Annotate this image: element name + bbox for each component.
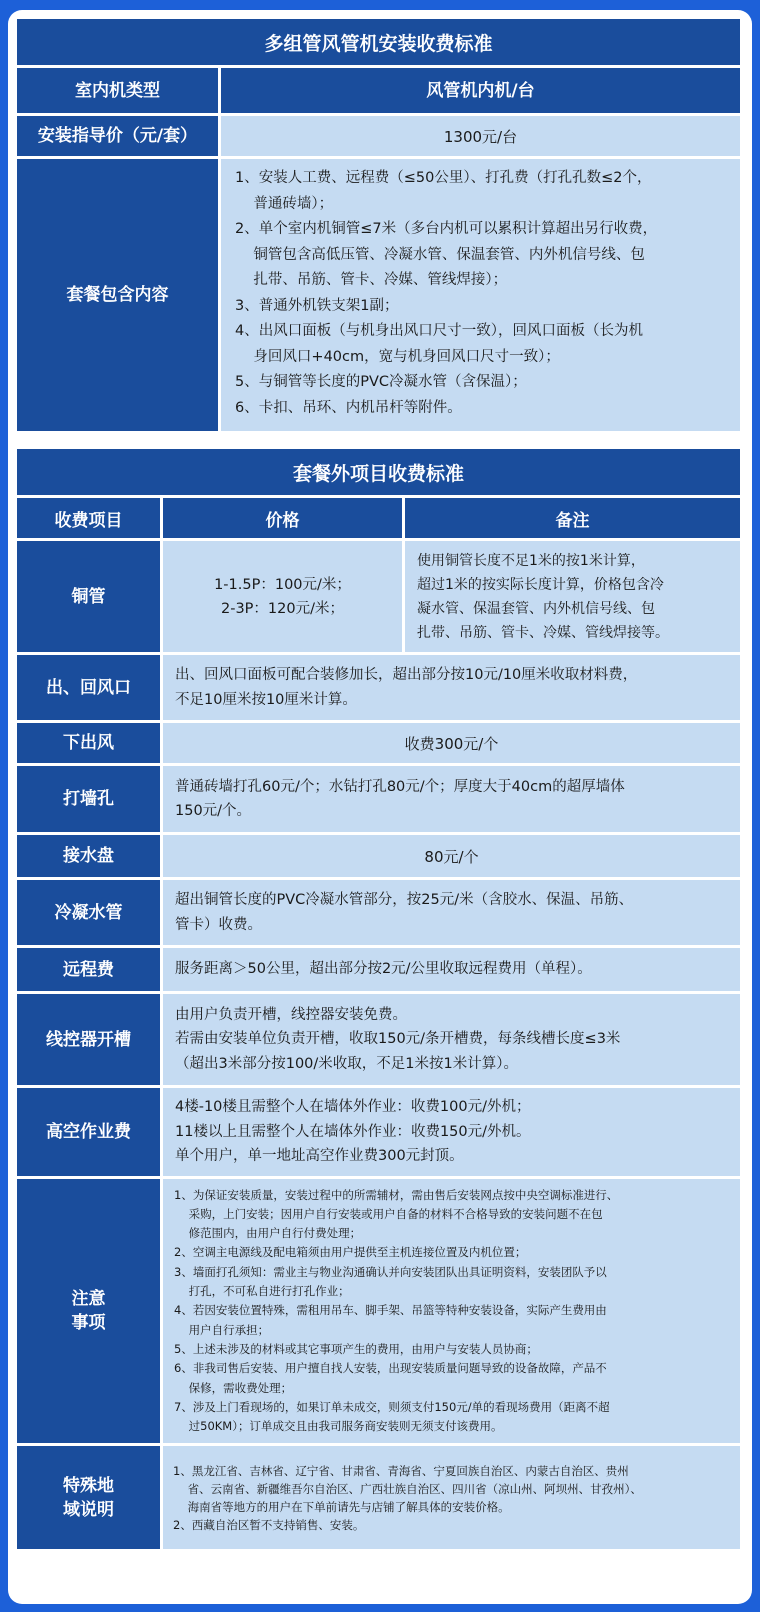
package-line: 2、单个室内机铜管≤7米（多台内机可以累积计算超出另行收费， (235, 221, 658, 237)
notes-line: 1、为保证安装质量，安装过程中的所需辅材，需由售后安装网点按中央空调标准进行、 (174, 1187, 619, 1202)
package-line: 6、卡扣、吊环、内机吊杆等附件。 (235, 399, 462, 416)
notes-line: 6、非我司售后安装、用户擅自找人安装，出现安装质量问题导致的设备故障，产品不 (174, 1361, 607, 1376)
package-label: 套餐包含内容 (17, 159, 218, 431)
extra-fees-table (17, 449, 740, 1598)
remote-fee-label: 远程费 (17, 948, 160, 991)
controller-line: 由用户负责开槽，线控器安装免费。 (175, 1006, 407, 1023)
condensate-line: 超出铜管长度的PVC冷凝水管部分，按25元/米（含胶水、保温、吊筋、 (175, 892, 634, 908)
special-region-label (17, 1446, 160, 1549)
package-line: 铜管包含高低压管、冷凝水管、保温套管、内外机信号线、包 (235, 246, 645, 263)
indoor-type-label: 室内机类型 (17, 68, 218, 113)
extra-fees-title: 套餐外项目收费标准 (17, 449, 740, 495)
notes-line: 采购，上门安装；因用户自行安装或用户自备的材料不合格导致的安装问题不在包 (174, 1206, 603, 1221)
vent-line: 出、回风口面板可配合装修加长，超出部分按10元/10厘米收取材料费， (175, 667, 638, 683)
wall-hole-line: 150元/个。 (175, 803, 252, 819)
copper-note-line: 超过1米的按实际长度计算，价格包含冷 (417, 576, 664, 593)
copper-note-line: 凝水管、保温套管、内外机信号线、包 (417, 600, 655, 617)
notes-line: 4、若因安装位置特殊，需租用吊车、脚手架、吊篮等特种安装设备，实际产生费用由 (174, 1303, 607, 1318)
vent-label: 出、回风口 (17, 655, 160, 720)
special-region-line: 海南省等地方的用户在下单前请先与店铺了解具体的安装价格。 (173, 1499, 510, 1514)
header-price: 价格 (163, 498, 402, 538)
copper-price-line: 2-3P：120元/米； (221, 600, 344, 617)
controller-line: （超出3米部分按100/米收取，不足1米按1米计算）。 (175, 1055, 518, 1072)
wall-hole-detail (163, 766, 740, 832)
remote-fee-line: 服务距离＞50公里，超出部分按2元/公里收取远程费用（单程）。 (175, 961, 592, 978)
install-standard-title: 多组管风管机安装收费标准 (17, 19, 740, 65)
package-line: 1、安装人工费、远程费（≤50公里）、打孔费（打孔孔数≤2个， (235, 170, 652, 186)
header-item: 收费项目 (17, 498, 160, 538)
wall-hole-line: 普通砖墙打孔60元/个；水钻打孔80元/个；厚度大于40cm的超厚墙体 (175, 778, 625, 795)
notes-line: 用户自行承担； (174, 1322, 270, 1337)
down-vent-label: 下出风 (17, 723, 160, 763)
condensate-label: 冷凝水管 (17, 880, 160, 945)
package-line: 身回风口+40cm，宽与机身回风口尺寸一致）； (235, 348, 560, 365)
special-region-label-line: 特殊地 (63, 1475, 114, 1496)
package-line: 3、普通外机铁支架1副； (235, 297, 399, 314)
special-region-label-line: 域说明 (63, 1499, 114, 1520)
guide-price-label: 安装指导价（元/套） (17, 116, 218, 156)
package-line: 4、出风口面板（与机身出风口尺寸一致），回风口面板（长为机 (235, 323, 643, 339)
notes-line: 3、墙面打孔须知：需业主与物业沟通确认并向安装团队出具证明资料，安装团队予以 (174, 1264, 607, 1279)
wall-hole-label: 打墙孔 (17, 766, 160, 832)
height-work-detail (163, 1088, 740, 1176)
height-work-line: 4楼-10楼且需整个人在墙体外作业：收费100元/外机； (175, 1099, 531, 1116)
notes-label-line: 事项 (71, 1313, 106, 1333)
copper-price (163, 541, 402, 652)
notes-detail (163, 1179, 740, 1443)
install-standard-table (17, 19, 740, 431)
height-work-label: 高空作业费 (17, 1088, 160, 1176)
drain-pan-value: 80元/个 (163, 835, 740, 877)
remote-fee-detail (163, 948, 740, 991)
special-region-line: 1、黑龙江省、吉林省、辽宁省、甘肃省、青海省、宁夏回族自治区、内蒙古自治区、贵州 (173, 1463, 629, 1478)
notes-label-line: 注意 (71, 1289, 106, 1309)
copper-price-line: 1-1.5P：100元/米； (214, 576, 351, 593)
controller-label: 线控器开槽 (17, 994, 160, 1085)
package-line: 扎带、吊筋、管卡、冷媒、管线焊接）； (235, 272, 508, 288)
condensate-line: 管卡）收费。 (175, 916, 262, 933)
package-line: 普通砖墙）； (235, 195, 334, 212)
height-work-line: 11楼以上且需整个人在墙体外作业：收费150元/外机。 (175, 1123, 531, 1140)
controller-detail (163, 994, 740, 1085)
vent-detail (163, 655, 740, 720)
copper-label: 铜管 (17, 541, 160, 652)
package-content (221, 159, 740, 431)
copper-note (405, 541, 740, 652)
special-region-line: 2、西藏自治区暂不支持销售、安装。 (173, 1517, 365, 1532)
condensate-detail (163, 880, 740, 945)
notes-label (17, 1179, 160, 1443)
header-note: 备注 (405, 498, 740, 538)
notes-line: 打孔，不可私自进行打孔作业； (174, 1284, 350, 1299)
copper-note-line: 使用铜管长度不足1米的按1米计算， (417, 552, 645, 569)
notes-line: 过50KM）；订单成交且由我司服务商安装则无须支付该费用。 (174, 1419, 503, 1434)
special-region-line: 省、云南省、新疆维吾尔自治区、广西壮族自治区、四川省（凉山州、阿坝州、甘孜州）、 (173, 1481, 642, 1496)
drain-pan-label: 接水盘 (17, 835, 160, 877)
notes-line: 5、上述未涉及的材料或其它事项产生的费用，由用户与安装人员协商； (174, 1341, 538, 1356)
height-work-line: 单个用户，单一地址高空作业费300元封顶。 (175, 1148, 464, 1165)
special-region-detail (163, 1446, 740, 1549)
notes-line: 7、涉及上门看现场的，如果订单未成交，则须支付150元/单的看现场费用（距离不超 (174, 1399, 610, 1414)
vent-line: 不足10厘米按10厘米计算。 (175, 691, 357, 708)
copper-note-line: 扎带、吊筋、管卡、冷媒、管线焊接等。 (417, 624, 669, 641)
notes-line: 保修，需收费处理； (174, 1380, 293, 1395)
controller-line: 若需由安装单位负责开槽，收取150元/条开槽费，每条线槽长度≤3米 (175, 1031, 621, 1048)
indoor-type-value: 风管机内机/台 (221, 68, 740, 113)
notes-line: 修范围内，由用户自行付费处理； (174, 1226, 362, 1241)
notes-line: 2、空调主电源线及配电箱须由用户提供至主机连接位置及内机位置； (174, 1245, 527, 1260)
guide-price-value: 1300元/台 (221, 116, 740, 156)
down-vent-value: 收费300元/个 (163, 723, 740, 763)
package-line: 5、与铜管等长度的PVC冷凝水管（含保温）； (235, 374, 527, 390)
